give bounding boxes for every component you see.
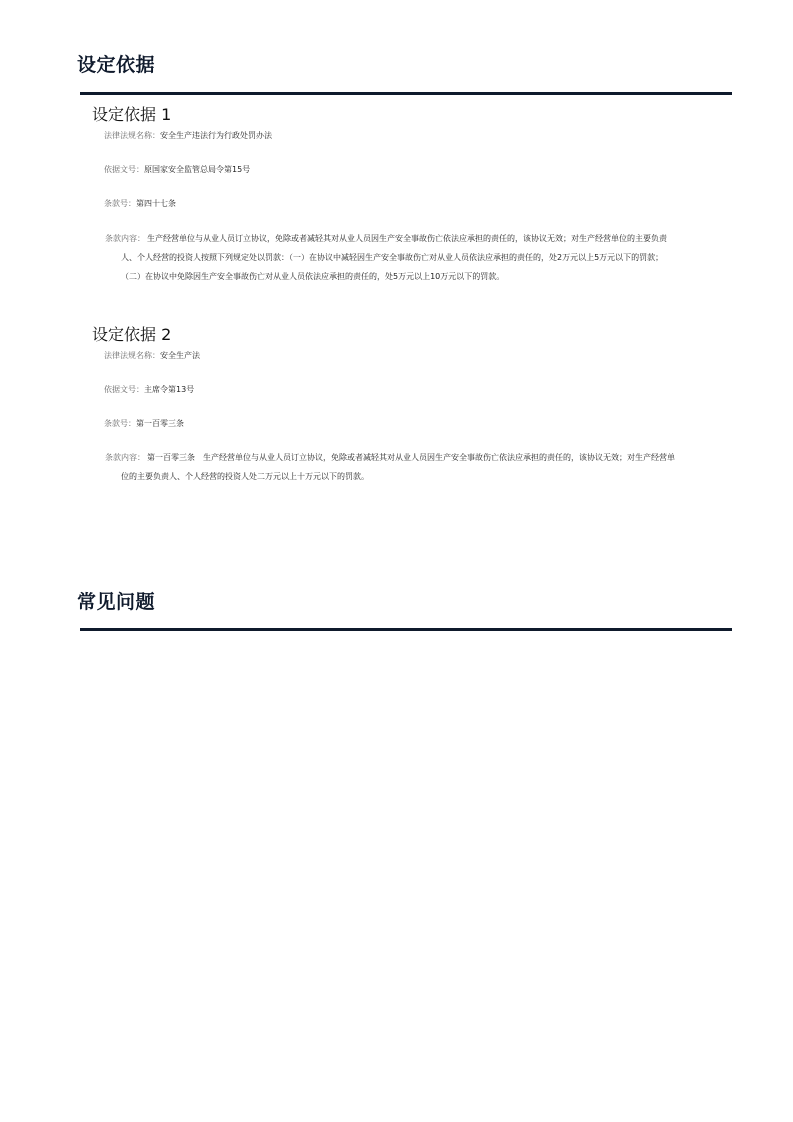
doc-number-value: 主席令第13号 — [144, 385, 195, 394]
basis-section-divider — [80, 92, 732, 95]
faq-section-title: 常见问题 — [77, 591, 156, 613]
article-content-value: 第一百零三条 生产经营单位与从业人员订立协议，免除或者减轻其对从业人员因生产安全事故伤亡依法应承担的责任的，该协议无效；对生产经营单位的主要负责人、个人经营的投资人处二万元以上十万元以下的罚款。 — [121, 453, 675, 481]
law-name-value: 安全生产法 — [160, 351, 200, 360]
article-number-field — [104, 199, 176, 209]
doc-number-label: 依据文号： — [104, 165, 144, 174]
law-name-field — [104, 351, 200, 361]
law-name-value: 安全生产违法行为行政处罚办法 — [160, 131, 272, 140]
article-content-field — [105, 448, 677, 486]
doc-number-label: 依据文号： — [104, 385, 144, 394]
article-number-value: 第一百零三条 — [136, 419, 184, 428]
law-name-field — [104, 131, 272, 141]
doc-number-field — [104, 165, 250, 175]
article-content-label: 条款内容： — [105, 234, 145, 243]
faq-section-divider — [80, 628, 732, 631]
basis-heading: 设定依据 1 — [92, 105, 172, 124]
basis-heading: 设定依据 2 — [92, 325, 172, 344]
basis-item-2 — [92, 324, 692, 494]
doc-number-field — [104, 385, 194, 395]
article-number-label: 条款号： — [104, 199, 136, 208]
article-number-label: 条款号： — [104, 419, 136, 428]
law-name-label: 法律法规名称： — [104, 351, 160, 360]
doc-number-value: 原国家安全监管总局令第15号 — [144, 165, 251, 174]
article-content-value: 生产经营单位与从业人员订立协议，免除或者减轻其对从业人员因生产安全事故伤亡依法应承担的责任的，该协议无效；对生产经营单位的主要负责人、个人经营的投资人按照下列规定处以罚款：（一）在协议中减轻因生产安全事故伤亡对从业人员依法应承担的责任的，处2万元以上5万元以下的罚款；（二）在协议中免除因生产安全事故伤亡对从业人员依法应承担的责任的，处5万元以上10万元以下的罚款。 — [121, 234, 667, 281]
basis-item-1 — [92, 104, 692, 294]
article-number-field — [104, 419, 184, 429]
basis-section-title: 设定依据 — [77, 54, 156, 76]
article-content-label: 条款内容： — [105, 453, 145, 462]
article-number-value: 第四十七条 — [136, 199, 176, 208]
law-name-label: 法律法规名称： — [104, 131, 160, 140]
article-content-field — [105, 229, 677, 286]
